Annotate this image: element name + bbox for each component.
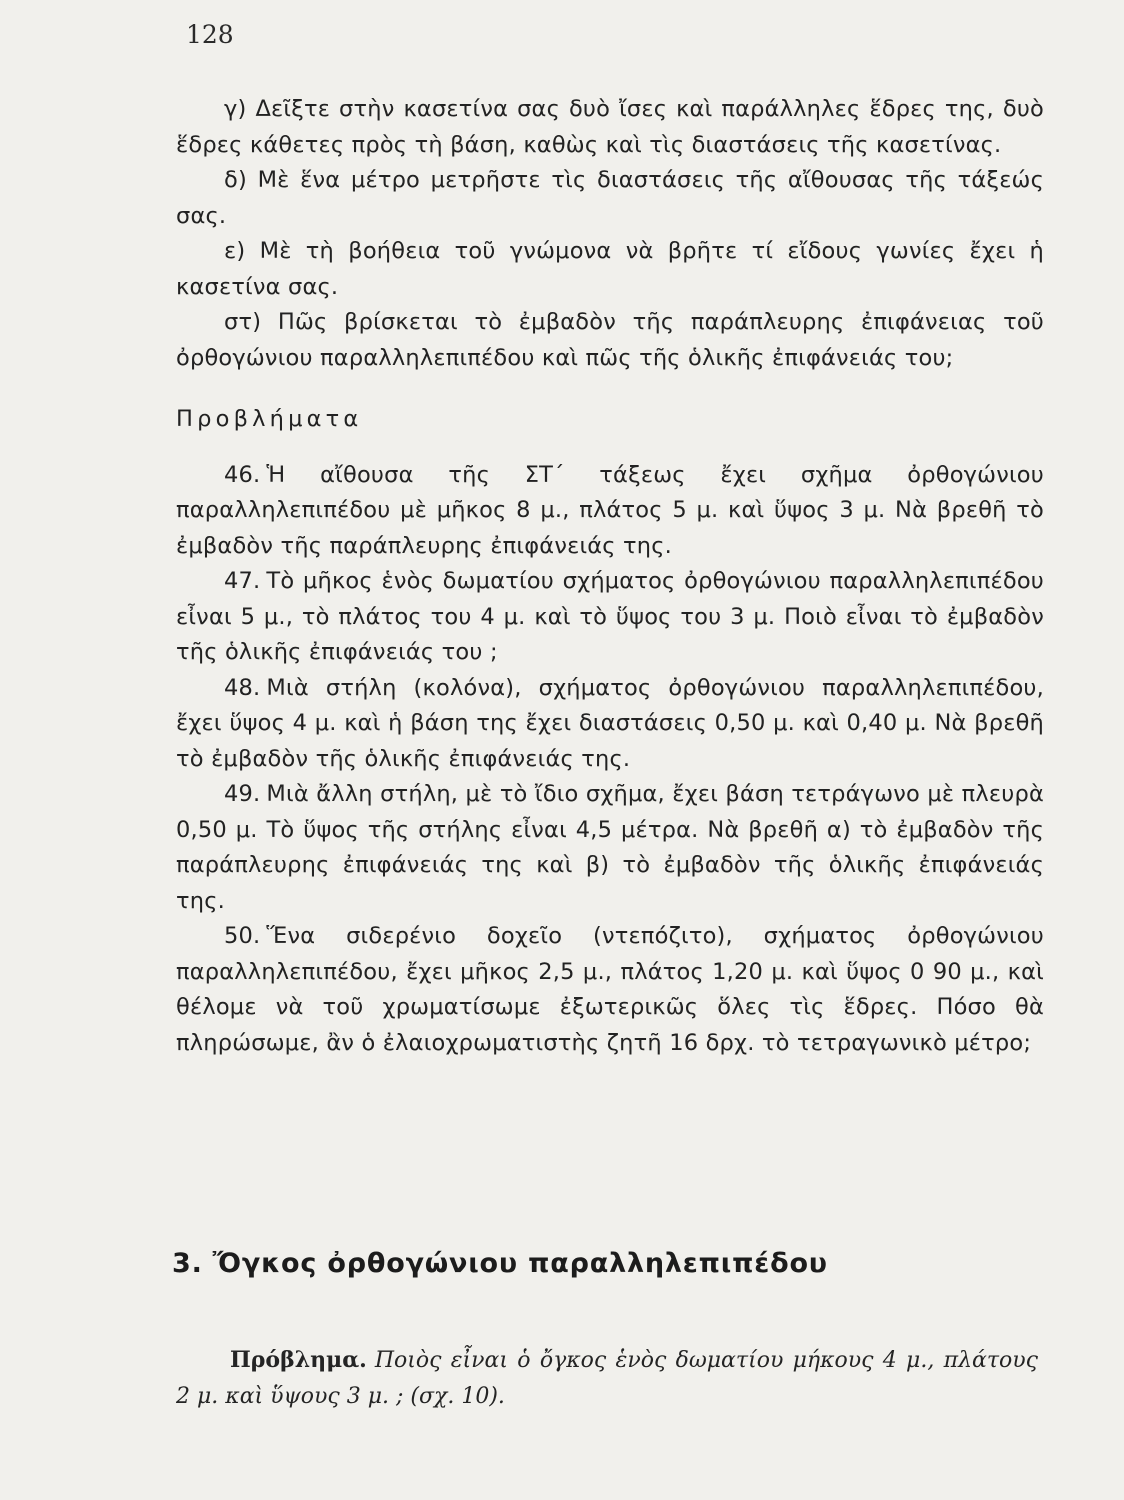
question-st: στ) Πῶς βρίσκεται τὸ ἐμβαδὸν τῆς παράπλευρης ἐπιφάνειας τοῦ ὀρθογώνιου παραλληλεπιπέδου καὶ πῶς τῆς ὁλικῆς ἐπιφάνειάς του; <box>176 309 1044 371</box>
intro-problem-text: Ποιὸς εἶναι ὁ ὄγκος ἑνὸς δωματίου μήκους 4 μ., πλάτους 2 μ. καὶ ὕψους 3 μ. ; (σχ. 10). <box>176 1348 1038 1409</box>
problem-text: Μιὰ ἄλλη στήλη, μὲ τὸ ἴδιο σχῆμα, ἔχει βάση τετράγωνο μὲ πλευρὰ 0,50 μ. Τὸ ὕψος τῆς στήλης εἶναι 4,5 μέτρα. Νὰ βρεθῆ α) τὸ ἐμβαδὸν τῆς παράπλευρης ἐπιφάνειάς της καὶ β) τὸ ἐμβαδὸν τῆς ὁλικῆς ἐπιφάνειάς της. <box>176 781 1044 914</box>
problem-49 <box>176 777 1044 919</box>
problem-48 <box>176 671 1044 778</box>
problem-text: Ἡ αἴθουσα τῆς ΣΤ΄ τάξεως ἔχει σχῆμα ὀρθογώνιου παραλληλεπιπέδου μὲ μῆκος 8 μ., πλάτος 5 μ. καὶ ὕψος 3 μ. Νὰ βρεθῆ τὸ ἐμβαδὸν τῆς παράπλευρης ἐπιφάνειάς της. <box>176 461 1044 559</box>
problem-number: 48. <box>224 674 261 701</box>
question-delta: δ) Μὲ ἕνα μέτρο μετρῆστε τὶς διαστάσεις τῆς αἴθουσας τῆς τάξεώς σας. <box>176 167 1044 229</box>
problem-text: Μιὰ στήλη (κολόνα), σχήματος ὀρθογώνιου παραλληλεπιπέδου, ἔχει ὕψος 4 μ. καὶ ἡ βάση της ἔχει διαστάσεις 0,50 μ. καὶ 0,40 μ. Νὰ βρεθῆ τὸ ἐμβαδὸν τῆς ὁλικῆς ἐπιφάνειάς της. <box>176 674 1044 772</box>
problem-number: 49. <box>224 781 261 807</box>
body-text <box>176 92 1044 1061</box>
intro-problem <box>176 1342 1038 1415</box>
section-heading <box>172 1248 828 1279</box>
problem-47 <box>176 564 1044 671</box>
page-number: 128 <box>186 20 234 49</box>
problem-text: Ἕνα σιδερένιο δοχεῖο (ντεπόζιτο), σχήματος ὀρθογώνιου παραλληλεπιπέδου, ἔχει μῆκος 2,5 μ., πλάτος 1,20 μ. καὶ ὕψος 0 90 μ., καὶ θέλομε νὰ τοῦ χρωματίσωμε ἐξωτερικῶς ὅλες τὶς ἕδρες. Πόσο θὰ πληρώσωμε, ἂν ὁ ἐλαιοχρωματιστὴς ζητῆ 16 δρχ. τὸ τετραγωνικὸ μέτρο; <box>176 923 1044 1056</box>
problem-text: Τὸ μῆκος ἑνὸς δωματίου σχήματος ὀρθογώνιου παραλληλεπιπέδου εἶναι 5 μ., τὸ πλάτος του 4 μ. καὶ τὸ ὕψος του 3 μ. Ποιὸ εἶναι τὸ ἐμβαδὸν τῆς ὁλικῆς ἐπιφάνειάς του ; <box>176 568 1044 665</box>
intro-problem-label: Πρόβλημα. <box>230 1347 367 1373</box>
section-number: 3. <box>172 1248 203 1279</box>
problem-number: 50. <box>224 923 261 949</box>
problem-50 <box>176 919 1044 1061</box>
problem-number: 46. <box>224 461 261 488</box>
section-title: Ὄγκος ὀρθογώνιου παραλληλεπιπέδου <box>212 1248 828 1279</box>
question-epsilon: ε) Μὲ τὴ βοήθεια τοῦ γνώμονα νὰ βρῆτε τί εἴδους γωνίες ἔχει ἡ κασετίνα σας. <box>176 238 1044 300</box>
problem-number: 47. <box>224 568 261 594</box>
problem-46 <box>176 458 1044 565</box>
question-gamma: γ) Δεῖξτε στὴν κασετίνα σας δυὸ ἴσες καὶ παράλληλες ἕδρες της, δυὸ ἕδρες κάθετες πρὸς τὴ βάση, καθὼς καὶ τὶς διαστάσεις τῆς κασετίνας. <box>176 96 1044 158</box>
problems-heading: Προβλήματα <box>176 406 363 432</box>
